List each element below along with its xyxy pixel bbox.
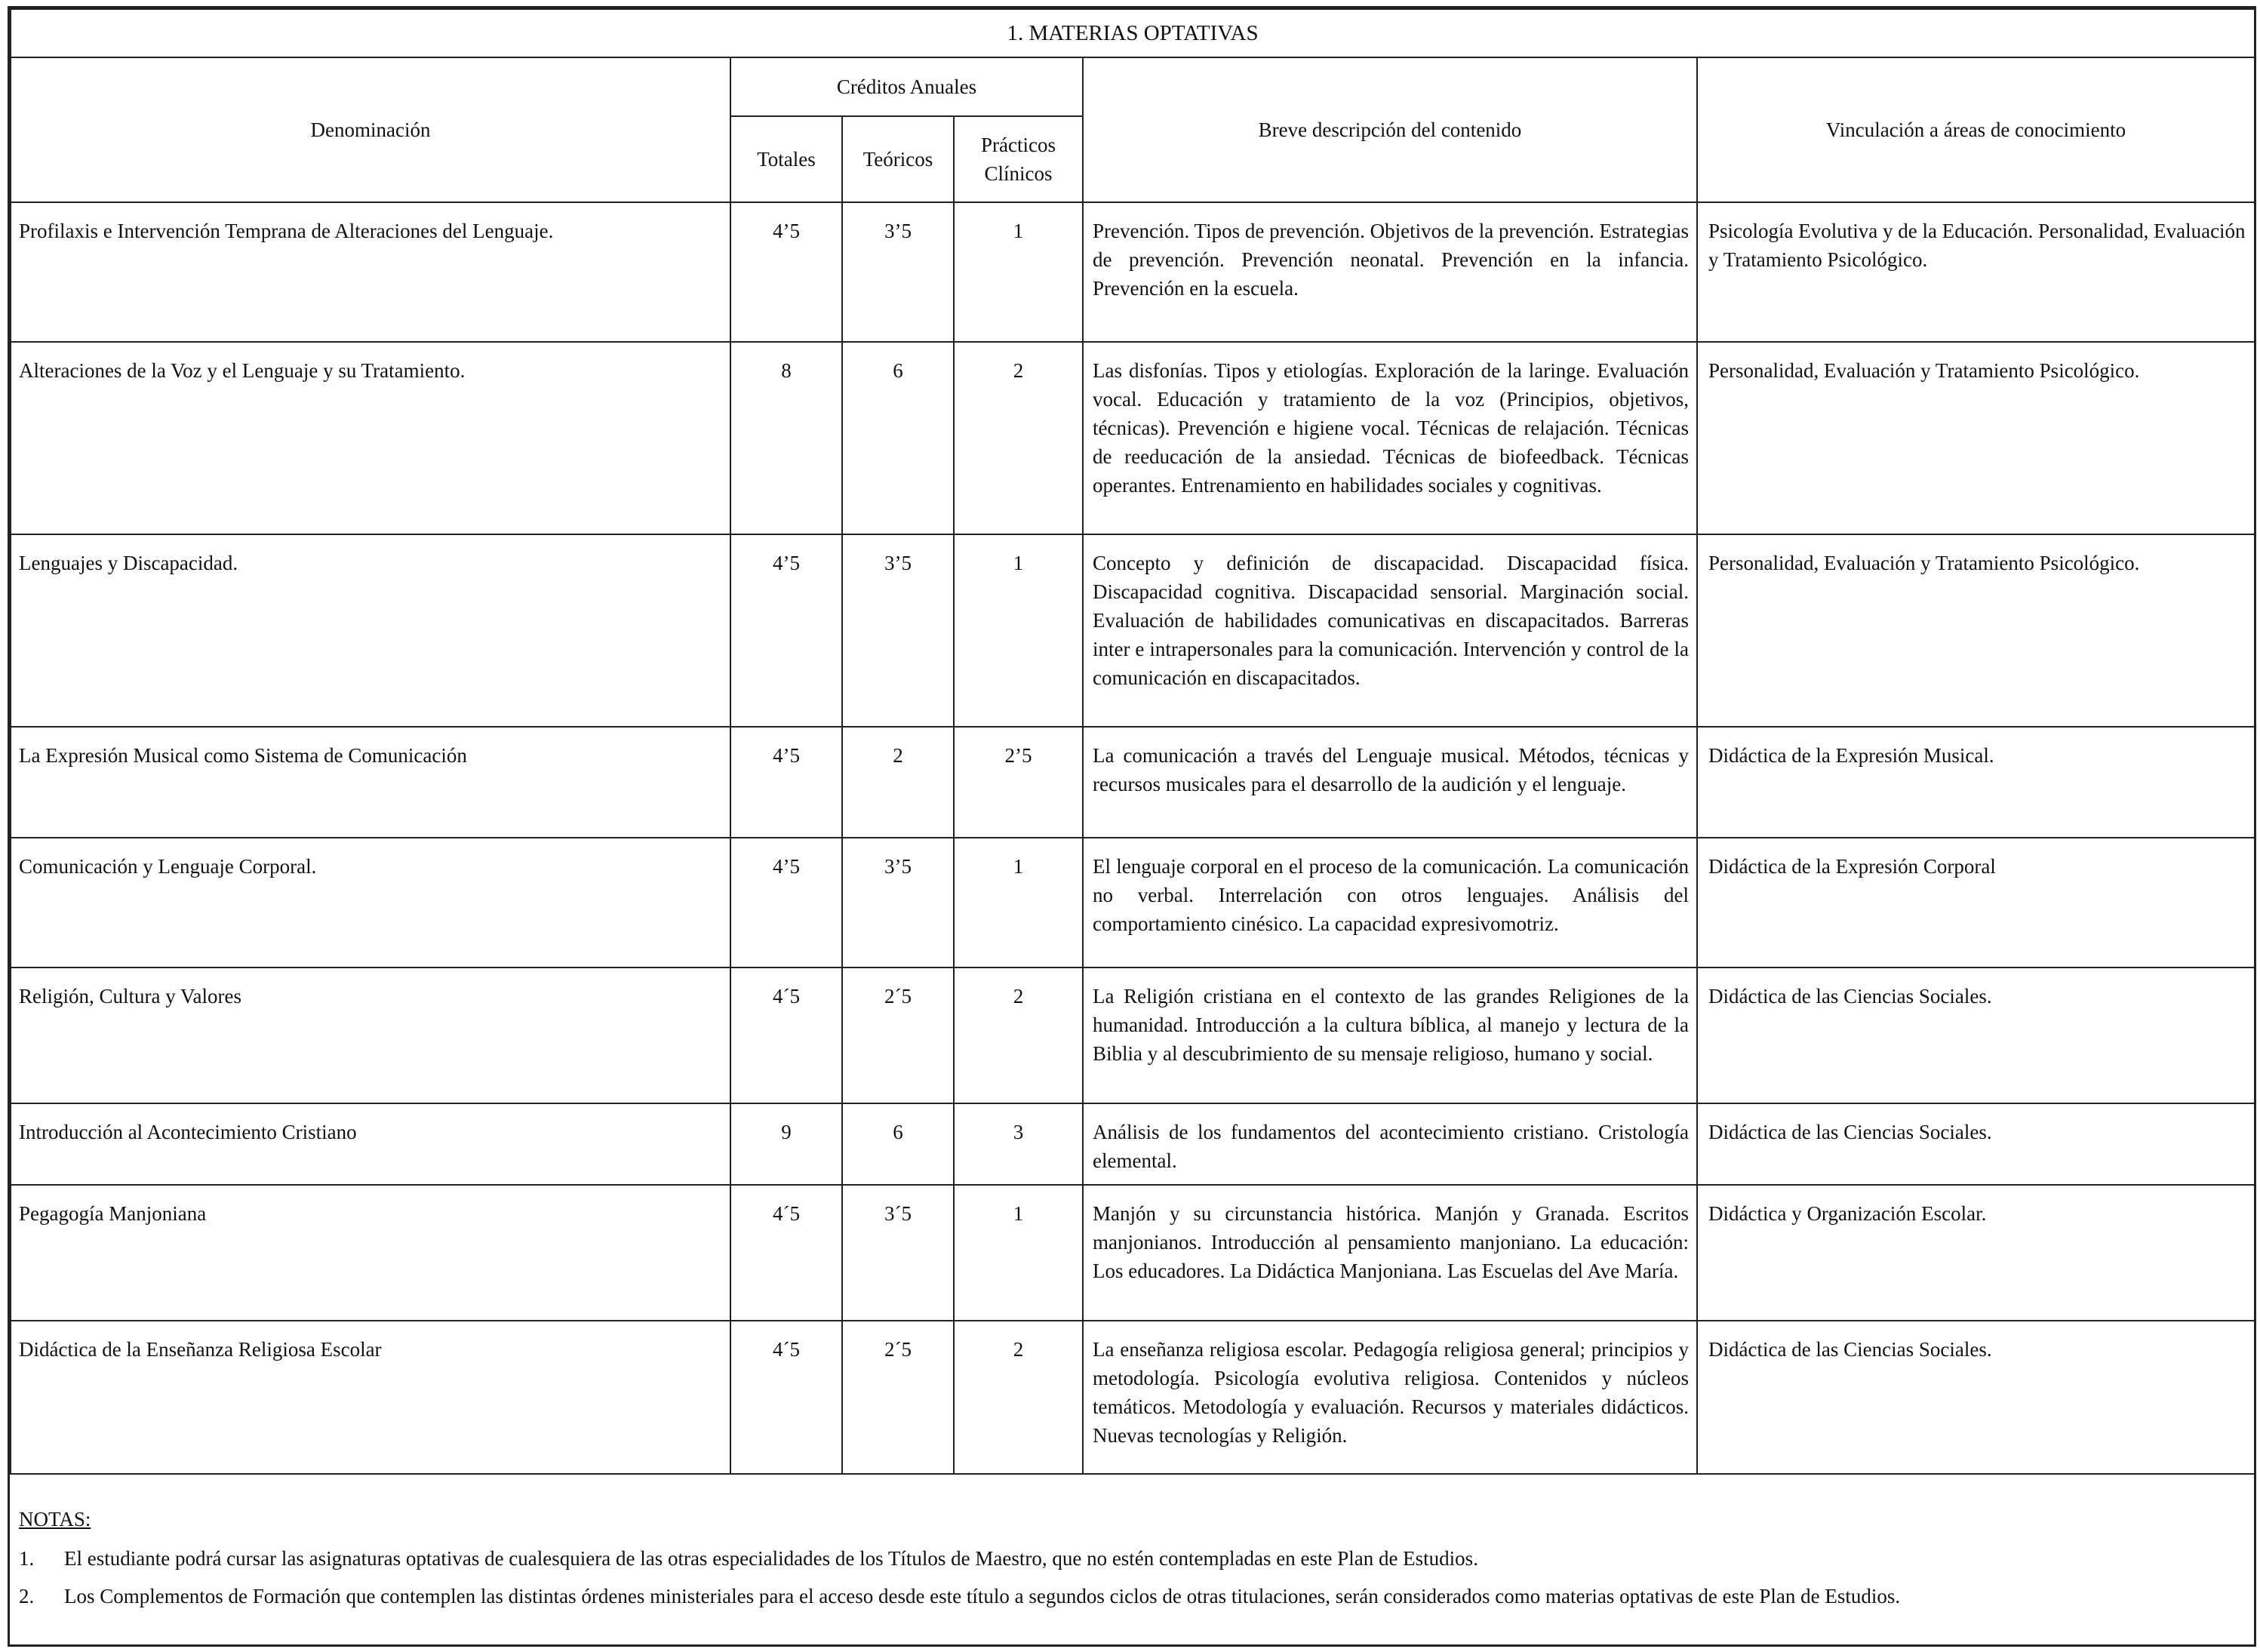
credits-teoricos: 2´5: [842, 968, 954, 1103]
credits-teoricos: 3´5: [842, 1185, 954, 1321]
note-text: El estudiante podrá cursar las asignaturas optativas de cualesquiera de las otras especialidades de los Títulos de Maestro, que no estén contempladas en este Plan de Estudios.: [64, 1547, 1478, 1570]
header-teoricos: Teóricos: [842, 116, 954, 202]
credits-totales: 4’5: [730, 202, 842, 342]
subject-name: Profilaxis e Intervención Temprana de Alteraciones del Lenguaje.: [11, 202, 730, 342]
header-vinculacion: Vinculación a áreas de conocimiento: [1697, 57, 2255, 202]
credits-totales: 4’5: [730, 838, 842, 968]
credits-practicos: 1: [954, 838, 1083, 968]
credits-teoricos: 2´5: [842, 1321, 954, 1474]
credits-teoricos: 6: [842, 342, 954, 534]
subject-description: La Religión cristiana en el contexto de las grandes Religiones de la humanidad. Introducción a la cultura bíblica, al manejo y lectura de la Biblia y al descubrimiento de su mensaje religioso, humano y social.: [1083, 968, 1697, 1103]
subject-name: Religión, Cultura y Valores: [11, 968, 730, 1103]
table-row: [11, 202, 2255, 342]
notes-title: NOTAS:: [19, 1508, 91, 1530]
credits-totales: 4’5: [730, 727, 842, 838]
subject-name: Introducción al Acontecimiento Cristiano: [11, 1103, 730, 1185]
knowledge-area: Didáctica y Organización Escolar.: [1697, 1185, 2255, 1321]
knowledge-area: Didáctica de las Ciencias Sociales.: [1697, 968, 2255, 1103]
subject-description: El lenguaje corporal en el proceso de la comunicación. La comunicación no verbal. Interrelación con otros lenguajes. Análisis del comportamiento cinésico. La capacidad expresivomotriz.: [1083, 838, 1697, 968]
credits-teoricos: 3’5: [842, 838, 954, 968]
knowledge-area: Didáctica de las Ciencias Sociales.: [1697, 1321, 2255, 1474]
table-row: [11, 727, 2255, 838]
header-descripcion: Breve descripción del contenido: [1083, 57, 1697, 202]
subject-description: Prevención. Tipos de prevención. Objetivos de la prevención. Estrategias de prevención. Prevención neonatal. Prevención en la infancia. Prevención en la escuela.: [1083, 202, 1697, 342]
table-body: [11, 202, 2255, 1474]
credits-totales: 4´5: [730, 1321, 842, 1474]
subject-description: Las disfonías. Tipos y etiologías. Exploración de la laringe. Evaluación vocal. Educación y tratamiento de la voz (Principios, objetivos, técnicas). Prevención e higiene vocal. Técnicas de relajación. Técnicas de reeducación de la ansiedad. Técnicas de biofeedback. Técnicas operantes. Entrenamiento en habilidades sociales y cognitivas.: [1083, 342, 1697, 534]
subject-description: Manjón y su circunstancia histórica. Manjón y Granada. Escritos manjonianos. Introducción al pensamiento manjoniano. La educación: Los educadores. La Didáctica Manjoniana. Las Escuelas del Ave María.: [1083, 1185, 1697, 1321]
subject-description: Análisis de los fundamentos del acontecimiento cristiano. Cristología elemental.: [1083, 1103, 1697, 1185]
notes-section: [10, 1491, 2254, 1644]
subject-description: Concepto y definición de discapacidad. Discapacidad física. Discapacidad cognitiva. Discapacidad sensorial. Marginación social. Evaluación de habilidades comunicativas en discapacitados. Barreras inter e intrapersonales para la comunicación. Intervención y control de la comunicación en discapacitados.: [1083, 534, 1697, 727]
credits-practicos: 2: [954, 968, 1083, 1103]
credits-totales: 8: [730, 342, 842, 534]
credits-teoricos: 3’5: [842, 534, 954, 727]
credits-totales: 9: [730, 1103, 842, 1185]
subject-name: Comunicación y Lenguaje Corporal.: [11, 838, 730, 968]
header-totales: Totales: [730, 116, 842, 202]
header-practicos: Prácticos Clínicos: [954, 116, 1083, 202]
document-page: [8, 6, 2256, 1647]
subject-name: La Expresión Musical como Sistema de Comunicación: [11, 727, 730, 838]
note-text: Los Complementos de Formación que contemplen las distintas órdenes ministeriales para el acceso desde este título a segundos ciclos de otras titulaciones, serán considerados como materias optativas de este Plan de Estudios.: [64, 1585, 1901, 1607]
subject-name: Didáctica de la Enseñanza Religiosa Escolar: [11, 1321, 730, 1474]
credits-totales: 4’5: [730, 534, 842, 727]
subject-name: Lenguajes y Discapacidad.: [11, 534, 730, 727]
credits-practicos: 3: [954, 1103, 1083, 1185]
subject-description: La enseñanza religiosa escolar. Pedagogía religiosa general; principios y metodología. Psicología evolutiva religiosa. Contenidos y núcleos temáticos. Metodología y evaluación. Recursos y materiales didácticos. Nuevas tecnologías y Religión.: [1083, 1321, 1697, 1474]
table-row: [11, 1185, 2255, 1321]
table-row: [11, 838, 2255, 968]
note-number: 1.: [19, 1547, 35, 1570]
subject-description: La comunicación a través del Lenguaje musical. Métodos, técnicas y recursos musicales para el desarrollo de la audición y el lenguaje.: [1083, 727, 1697, 838]
optional-subjects-table: [10, 8, 2255, 1475]
knowledge-area: Didáctica de las Ciencias Sociales.: [1697, 1103, 2255, 1185]
knowledge-area: Didáctica de la Expresión Musical.: [1697, 727, 2255, 838]
table-row: [11, 1321, 2255, 1474]
credits-totales: 4´5: [730, 968, 842, 1103]
knowledge-area: Personalidad, Evaluación y Tratamiento Psicológico.: [1697, 342, 2255, 534]
table-row: [11, 534, 2255, 727]
credits-teoricos: 3’5: [842, 202, 954, 342]
knowledge-area: Psicología Evolutiva y de la Educación. Personalidad, Evaluación y Tratamiento Psicológico.: [1697, 202, 2255, 342]
credits-teoricos: 2: [842, 727, 954, 838]
table-row: [11, 968, 2255, 1103]
knowledge-area: Didáctica de la Expresión Corporal: [1697, 838, 2255, 968]
credits-teoricos: 6: [842, 1103, 954, 1185]
credits-practicos: 2: [954, 342, 1083, 534]
table-title: 1. MATERIAS OPTATIVAS: [11, 9, 2255, 57]
table-row: [11, 342, 2255, 534]
note-item: [19, 1544, 2245, 1573]
credits-totales: 4´5: [730, 1185, 842, 1321]
credits-practicos: 2: [954, 1321, 1083, 1474]
note-number: 2.: [19, 1585, 35, 1607]
header-creditos-anuales: Créditos Anuales: [730, 57, 1083, 116]
header-denominacion: Denominación: [11, 57, 730, 202]
credits-practicos: 1: [954, 1185, 1083, 1321]
credits-practicos: 1: [954, 202, 1083, 342]
credits-practicos: 2’5: [954, 727, 1083, 838]
subject-name: Alteraciones de la Voz y el Lenguaje y su Tratamiento.: [11, 342, 730, 534]
note-item: [19, 1582, 2245, 1610]
subject-name: Pegagogía Manjoniana: [11, 1185, 730, 1321]
credits-practicos: 1: [954, 534, 1083, 727]
table-row: [11, 1103, 2255, 1185]
knowledge-area: Personalidad, Evaluación y Tratamiento Psicológico.: [1697, 534, 2255, 727]
